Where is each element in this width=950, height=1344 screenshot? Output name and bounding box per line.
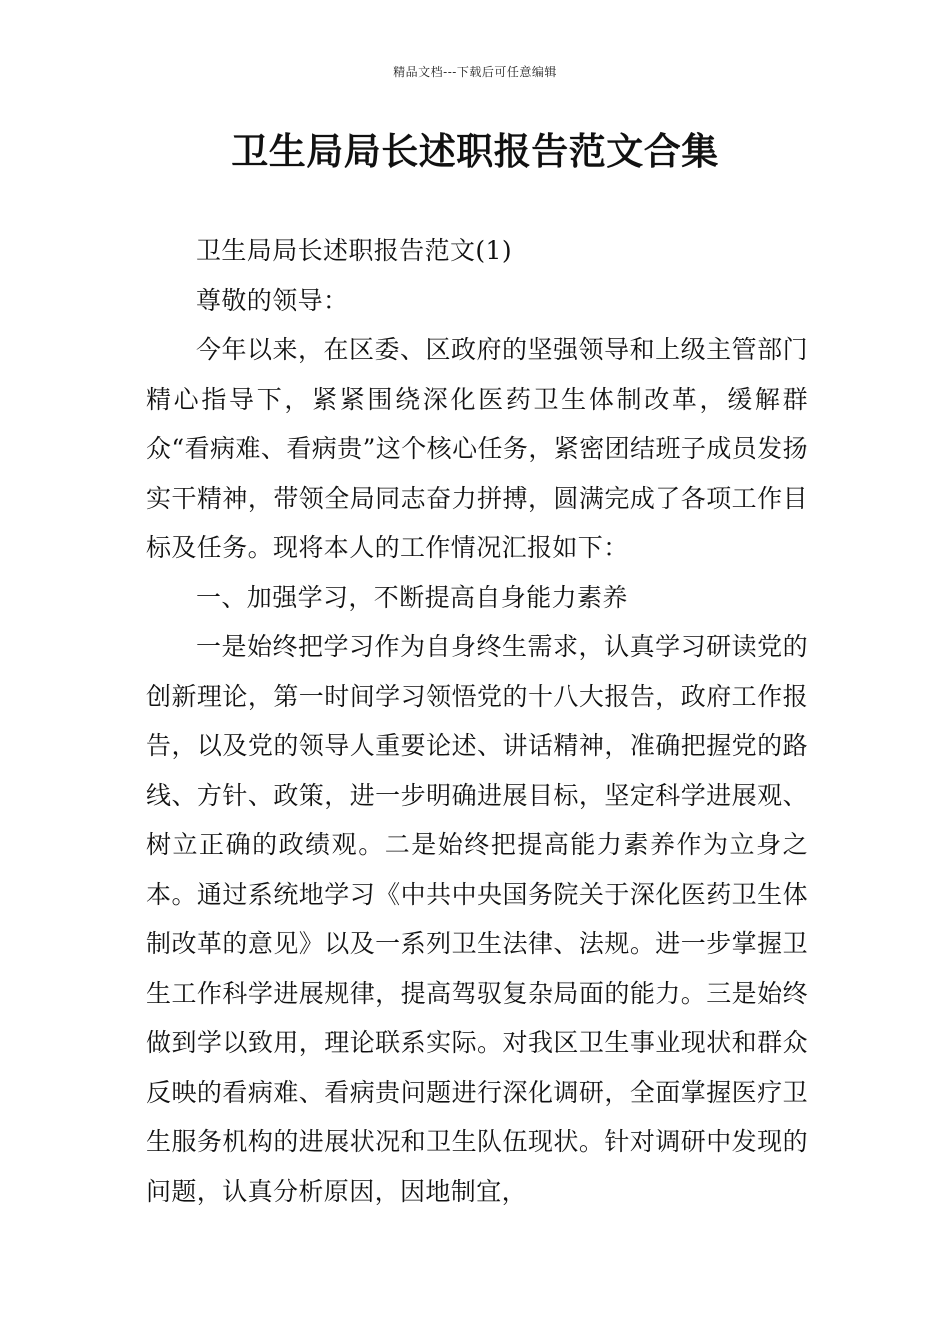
section-heading: 卫生局局长述职报告范文(1) bbox=[196, 236, 513, 265]
document-body bbox=[146, 226, 808, 1216]
section-heading: 一、加强学习，不断提高自身能力素养 bbox=[196, 582, 628, 612]
header-note: 精品文档---下载后可任意编辑 bbox=[393, 65, 557, 79]
salutation: 尊敬的领导： bbox=[196, 285, 349, 315]
document-title: 卫生局局长述职报告范文合集 bbox=[231, 129, 719, 173]
body-paragraph: 一是始终把学习作为自身终生需求，认真学习研读党的创新理论，第一时间学习领悟党的十八大报告，政府工作报告，以及党的领导人重要论述、讲话精神，准确把握党的路线、方针、政策，进一步明确进展目标，坚定科学进展观、树立正确的政绩观。二是始终把提高能力素养作为立身之本。通过系统地学习《中共中央国务院关于深化医药卫生体制改革的意见》以及一系列卫生法律、法规。进一步掌握卫生工作科学进展规律，提高驾驭复杂局面的能力。三是始终做到学以致用，理论联系实际。对我区卫生事业现状和群众反映的看病难、看病贵问题进行深化调研，全面掌握医疗卫生服务机构的进展状况和卫生队伍现状。针对调研中发现的问题，认真分析原因，因地制宜， bbox=[146, 632, 808, 1206]
body-paragraph: 今年以来，在区委、区政府的坚强领导和上级主管部门精心指导下，紧紧围绕深化医药卫生体制改革，缓解群众“看病难、看病贵”这个核心任务，紧密团结班子成员发扬实干精神，带领全局同志奋力拼搏，圆满完成了各项工作目标及任务。现将本人的工作情况汇报如下： bbox=[146, 335, 808, 562]
